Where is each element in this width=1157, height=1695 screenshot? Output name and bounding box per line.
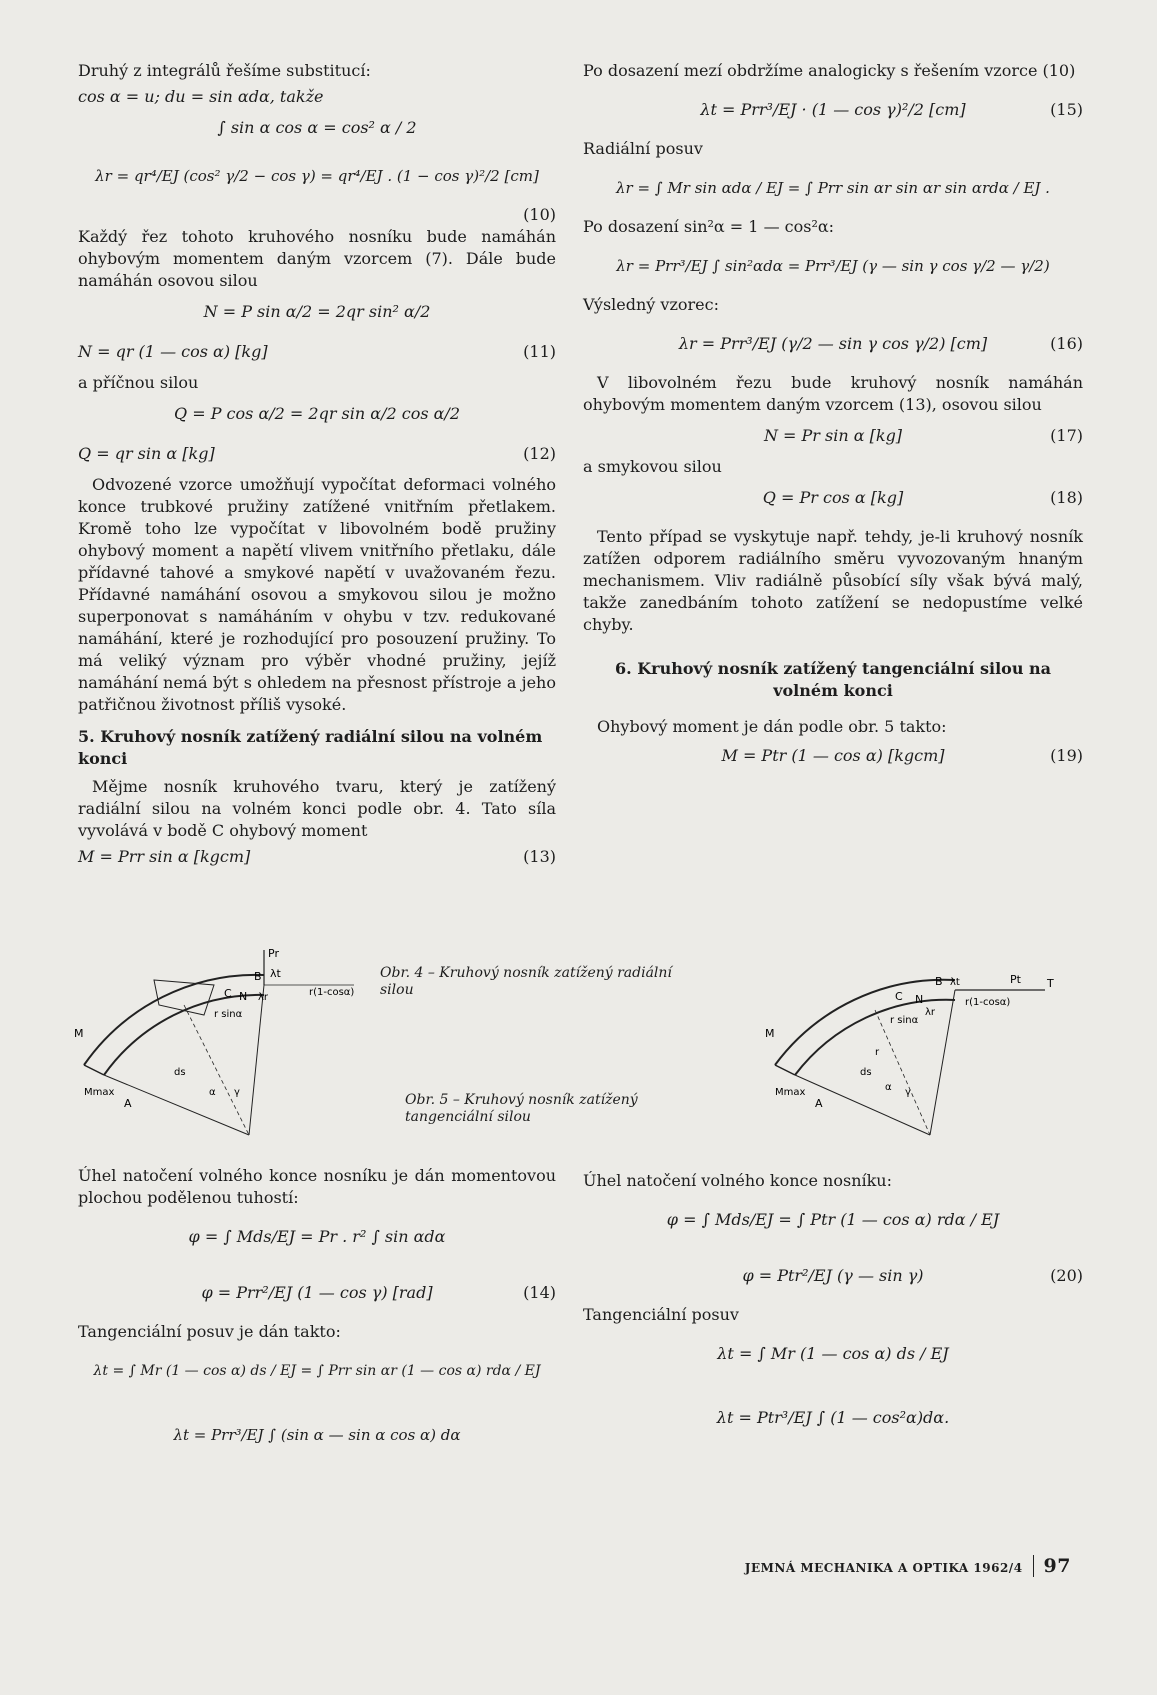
label-r-1-cos: r(1-cosα) <box>309 987 355 998</box>
label-n: N <box>915 993 924 1006</box>
paragraph: Radiální posuv <box>583 139 703 158</box>
label-gamma: γ <box>234 1087 240 1098</box>
label-c: C <box>224 987 232 1000</box>
label-b: B <box>254 970 262 983</box>
equation-11: N = qr (1 — cos α) [kg] (11) <box>78 342 556 361</box>
equation-17: N = Pr sin α [kg] (17) <box>763 426 1083 445</box>
equation-13: M = Prr sin α [kgcm] (13) <box>78 847 556 866</box>
equation: λt = ∫ Mr (1 — cos α) ds / EJ <box>717 1344 949 1363</box>
paragraph: a smykovou silou <box>583 457 722 476</box>
paragraph: cos α = u; du = sin αdα, takže <box>78 87 324 106</box>
paragraph: Tento případ se vyskytuje např. tehdy, je-li kruhový nosník zatížen odporem radiálního směru vyvozovaným hnaným mechanismem. Vliv radiálně působící síly však bývá malý, takže zanedbáním tohoto zatížení se nedopustíme velké chyby. <box>583 527 1083 634</box>
label-r: r <box>875 1047 880 1058</box>
equation: Q = P cos α/2 = 2qr sin α/2 cos α/2 <box>174 404 460 423</box>
paragraph: Druhý z integrálů řešíme substitucí: <box>78 61 371 80</box>
paragraph: V libovolném řezu bude kruhový nosník namáhán ohybovým momentem daným vzorcem (13), osovou silou <box>583 373 1083 414</box>
equation-14: φ = Prr²/EJ (1 — cos γ) [rad] (14) <box>201 1283 556 1302</box>
equation-15: λt = Prr³/EJ · (1 — cos γ)²/2 [cm] (15) <box>700 100 1083 119</box>
label-pr: Pr <box>268 947 279 960</box>
paragraph: Úhel natočení volného konce nosníku je dán momentovou plochou podělenou tuhostí: <box>78 1166 556 1207</box>
label-c: C <box>895 990 903 1003</box>
paragraph: Odvozené vzorce umožňují vypočítat deformaci volného konce trubkové pružiny zatížené vnitřním přetlakem. Kromě toho lze vypočítat v libovolném bodě pružiny ohybový moment a napětí vlivem vnitřního přetlaku, dále přídavné tahové a smykové napětí v uvažovaném řezu. Přídavné namáhání osovou a smykovou silou je možno superponovat s namáháním v ohybu v tzv. redukované namáhání, které je rozhodující pro posouzení pružiny. To má veliký význam pro výběr vhodné pružiny, jejíž namáhání nemá být s ohledem na přesnost přístroje a jeho patřičnou životnost příliš vysoké. <box>78 475 556 714</box>
page-number: 97 <box>1033 1555 1071 1577</box>
paragraph: Úhel natočení volného konce nosníku: <box>583 1171 892 1190</box>
label-alpha: α <box>209 1087 216 1098</box>
paragraph: Tangenciální posuv <box>583 1305 739 1324</box>
equation-number: (10) <box>523 205 556 224</box>
label-gamma: γ <box>905 1087 911 1098</box>
paragraph: Po dosazení mezí obdržíme analogicky s řešením vzorce (10) <box>583 61 1076 80</box>
figure-5 <box>755 945 1075 1145</box>
right-column <box>583 60 1083 774</box>
label-pt: Pt <box>1010 973 1021 986</box>
paragraph: Výsledný vzorec: <box>583 295 719 314</box>
figure-5-caption: Obr. 5 – Kruhový nosník zatížený tangenciální silou <box>405 1092 638 1125</box>
paragraph: Každý řez tohoto kruhového nosníku bude namáhán ohybovým momentem daným vzorcem (7). Dále bude namáhán osovou silou <box>78 227 556 290</box>
label-t: T <box>1047 977 1054 990</box>
label-b: B <box>935 975 943 988</box>
equation: λr = Prr³/EJ ∫ sin²αdα = Prr³/EJ (γ — sin γ cos γ/2 — γ/2) <box>616 257 1050 275</box>
label-n: N <box>239 990 248 1003</box>
label-alpha: α <box>885 1082 892 1093</box>
label-mmax: Mmax <box>84 1087 115 1098</box>
equation-16: λr = Prr³/EJ (γ/2 — sin γ cos γ/2) [cm] (16) <box>678 334 1083 353</box>
paragraph: Tangenciální posuv je dán takto: <box>78 1322 341 1341</box>
page-footer <box>745 1555 1071 1577</box>
label-mmax: Mmax <box>775 1087 806 1098</box>
label-lambda-t: λt <box>270 967 281 980</box>
left-column <box>78 60 556 872</box>
label-lambda-r: λr <box>925 1007 936 1018</box>
equation-10: λr = qr⁴/EJ (cos² γ/2 − cos γ) = qr⁴/EJ . (1 − cos γ)²/2 [cm] <box>95 167 539 185</box>
label-lambda-r: λr <box>258 992 269 1003</box>
equation: N = P sin α/2 = 2qr sin² α/2 <box>203 302 431 321</box>
equation: λt = Ptr³/EJ ∫ (1 — cos²α)dα. <box>716 1408 950 1427</box>
equation: ∫ sin α cos α = cos² α / 2 <box>217 118 417 137</box>
equation: λt = Prr³/EJ ∫ (sin α — sin α cos α) dα <box>173 1426 461 1444</box>
label-m: M <box>765 1027 775 1040</box>
equation: λt = ∫ Mr (1 — cos α) ds / EJ = ∫ Prr sin αr (1 — cos α) rdα / EJ <box>93 1363 541 1379</box>
equation: φ = ∫ Mds/EJ = Pr . r² ∫ sin αdα <box>188 1227 446 1246</box>
label-r-sin: r sinα <box>890 1015 919 1026</box>
equation-18: Q = Pr cos α [kg] (18) <box>762 488 1083 507</box>
label-ds: ds <box>860 1067 872 1078</box>
label-r-1-cos: r(1-cosα) <box>965 997 1011 1008</box>
label-a: A <box>124 1097 132 1110</box>
section-heading-6: 6. Kruhový nosník zatížený tangenciální silou na volném konci <box>614 659 1052 700</box>
equation-12: Q = qr sin α [kg] (12) <box>78 444 556 463</box>
equation: λr = ∫ Mr sin αdα / EJ = ∫ Prr sin αr sin αr sin αrdα / EJ . <box>616 179 1050 197</box>
label-a: A <box>815 1097 823 1110</box>
label-ds: ds <box>174 1067 186 1078</box>
figure-4-caption: Obr. 4 – Kruhový nosník zatížený radiální silou <box>380 965 672 998</box>
equation-20: φ = Ptr²/EJ (γ — sin γ) (20) <box>742 1266 1083 1285</box>
paragraph: a příčnou silou <box>78 373 199 392</box>
paragraph: Po dosazení sin²α = 1 — cos²α: <box>583 217 835 236</box>
label-m: M <box>74 1027 84 1040</box>
label-lambda-t: λt <box>950 977 960 988</box>
paragraph: Mějme nosník kruhového tvaru, který je zatížený radiální silou na volném konci podle obr. 4. Tato síla vyvolává v bodě C ohybový moment <box>78 777 556 840</box>
left-column-lower <box>78 1165 556 1463</box>
right-column-lower <box>583 1170 1083 1446</box>
label-r-sin: r sinα <box>214 1009 243 1020</box>
journal-name: JEMNÁ MECHANIKA A OPTIKA 1962/4 <box>744 1561 1023 1575</box>
paragraph: Ohybový moment je dán podle obr. 5 takto: <box>597 717 947 736</box>
section-heading-5: 5. Kruhový nosník zatížený radiální silou na volném konci <box>78 727 543 768</box>
equation: φ = ∫ Mds/EJ = ∫ Ptr (1 — cos α) rdα / EJ <box>666 1210 1000 1229</box>
equation-19: M = Ptr (1 — cos α) [kgcm] (19) <box>721 746 1083 765</box>
figure-4 <box>64 945 384 1145</box>
